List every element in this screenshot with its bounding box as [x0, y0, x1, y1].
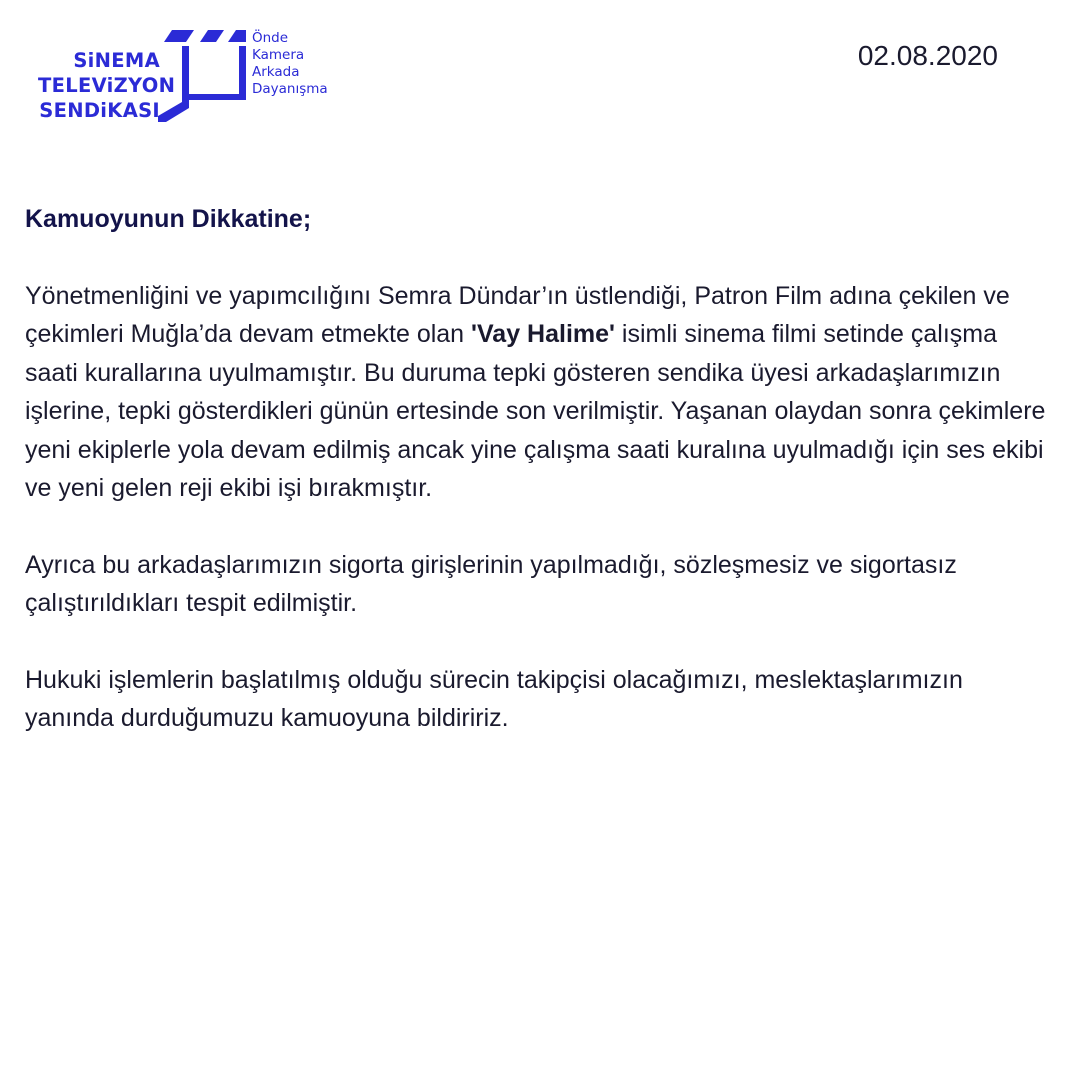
paragraph-1-start: Yönetmenliğini ve yapımcılığını Semra Dündar’ın üstlendiği, Patron Film adına çekilen ve çekimleri Muğla’da devam etmekte olan — [25, 281, 1010, 348]
film-title: 'Vay Halime' — [471, 320, 615, 348]
statement-heading: Kamuoyunun Dikkatine; — [25, 205, 312, 233]
slogan-line-1: Önde — [252, 30, 289, 46]
statement-date: 02.08.2020 — [857, 40, 998, 71]
union-name-line-2: TELEViZYON — [38, 74, 176, 97]
union-name-line-3: SENDiKASI — [39, 99, 160, 122]
paragraph-2: Ayrıca bu arkadaşlarımızın sigorta girişlerinin yapılmadığı, sözleşmesiz ve sigortasız çalıştırıldıkları tespit edilmiştir. — [25, 550, 957, 617]
paragraph-3: Hukuki işlemlerin başlatılmış olduğu sürecin takipçisi olacağımızı, meslektaşlarımızın yanında durduğumuzu kamuoyuna bildiririz. — [25, 665, 963, 732]
union-slogan — [252, 30, 328, 98]
union-name — [38, 48, 176, 123]
union-logo — [38, 28, 348, 128]
statement-body — [25, 200, 1055, 776]
camera-frame-icon — [158, 30, 248, 122]
slogan-line-3: Arkada — [252, 64, 300, 80]
paragraph-1-end: isimli sinema filmi setinde çalışma saati kurallarına uyulmamıştır. Bu duruma tepki gösteren sendika üyesi arkadaşlarımızın işlerine, tepki gösterdikleri günün ertesinde son verilmiştir. Yaşanan olaydan sonra çekimlere yeni ekiplerle yola devam edilmiş ancak yine çalışma saati kuralına uyulmadığı için ses ekibi ve yeni gelen reji ekibi işi bırakmıştır. — [25, 320, 1046, 502]
slogan-line-2: Kamera — [252, 47, 305, 63]
union-name-line-1: SiNEMA — [73, 49, 160, 72]
slogan-line-4: Dayanışma — [252, 81, 328, 97]
paragraph-1 — [25, 277, 1055, 508]
